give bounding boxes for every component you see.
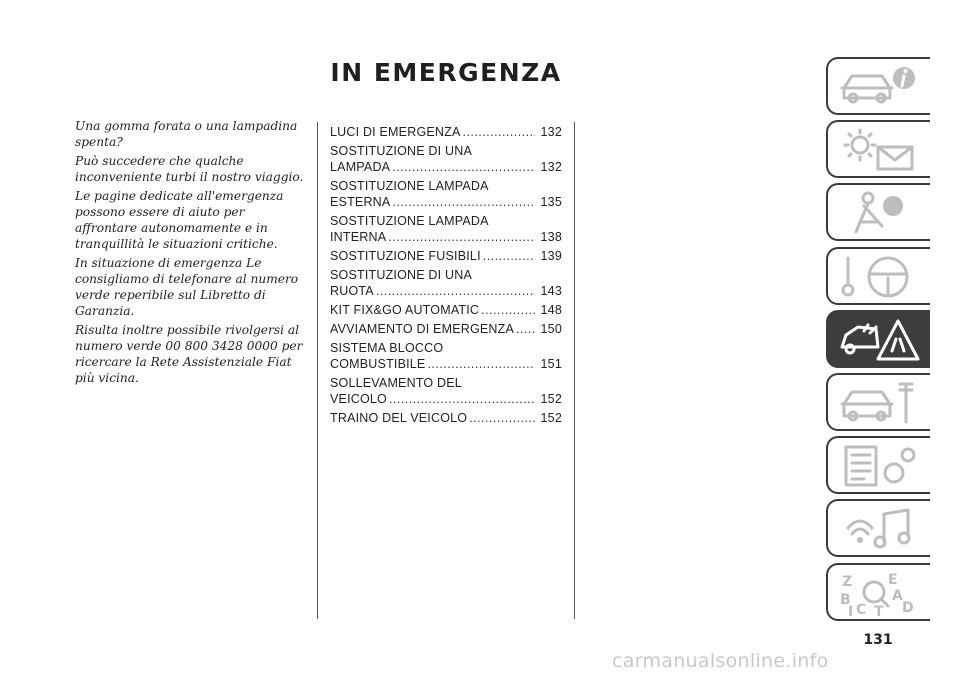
tab-technical-data[interactable]: [826, 436, 930, 494]
toc-page-number: 150: [540, 322, 562, 336]
page-number: 131: [863, 632, 893, 648]
intro-paragraph: In situazione di emergenza Le consigliamo di telefonare al numero verde reperibile sul Libretto di Garanzia.: [75, 256, 299, 318]
toc-entry-label: LUCI DI EMERGENZA: [330, 125, 461, 139]
index-letter: B: [840, 591, 851, 608]
toc-entry-label: COMBUSTIBILE: [330, 357, 426, 371]
toc-page-number: 132: [540, 160, 562, 174]
column-divider: [574, 122, 575, 619]
tab-car-info[interactable]: [826, 57, 930, 115]
toc-entry-label: ESTERNA: [330, 195, 391, 209]
table-of-contents: [330, 124, 562, 429]
index-letter: D: [902, 599, 914, 616]
toc-entry-label-line1: SOSTITUZIONE LAMPADA: [330, 179, 489, 193]
multimedia-icon: [838, 506, 922, 552]
index-icon: [838, 570, 922, 616]
toc-entry-label: VEICOLO: [330, 392, 387, 406]
toc-entry-label: LAMPADA: [330, 160, 391, 174]
toc-entry-label: AVVIAMENTO DI EMERGENZA: [330, 322, 515, 336]
toc-entry-label: SOSTITUZIONE FUSIBILI: [330, 249, 481, 263]
toc-entry[interactable]: [330, 178, 562, 210]
intro-text: [75, 118, 310, 389]
technical-data-icon: [838, 443, 922, 489]
toc-page-number: 148: [540, 303, 562, 317]
toc-entry[interactable]: [330, 267, 562, 299]
toc-entry-label-line1: SISTEMA BLOCCO: [330, 341, 444, 355]
index-letter: C: [856, 601, 867, 616]
toc-entry-label: INTERNA: [330, 230, 387, 244]
index-letter: Z: [842, 573, 853, 590]
tab-index[interactable]: [826, 563, 930, 621]
toc-entry-label: KIT FIX&GO AUTOMATIC: [330, 303, 480, 317]
toc-entry[interactable]: [330, 248, 562, 264]
tab-maintenance[interactable]: [826, 373, 930, 431]
column-divider: [317, 122, 318, 619]
index-letter: E: [888, 571, 898, 588]
car-maintenance-icon: [838, 380, 922, 426]
toc-entry-label-line1: SOSTITUZIONE LAMPADA: [330, 214, 489, 228]
airbag-safety-icon: [838, 190, 922, 236]
steering-key-icon: [838, 254, 922, 300]
emergency-triangle-icon: [838, 317, 922, 363]
toc-entry[interactable]: [330, 302, 562, 318]
toc-entry-label: RUOTA: [330, 284, 374, 298]
toc-entry-label-line1: SOSTITUZIONE DI UNA: [330, 268, 473, 282]
toc-page-number: 135: [540, 195, 562, 209]
page-title: IN EMERGENZA: [330, 58, 562, 87]
toc-entry-label-line1: SOSTITUZIONE DI UNA: [330, 144, 473, 158]
toc-entry[interactable]: [330, 213, 562, 245]
toc-page-number: 143: [540, 284, 562, 298]
warning-lights-icon: [838, 127, 922, 173]
car-info-icon: [838, 64, 922, 110]
intro-paragraph: Può succedere che qualche inconveniente turbi il nostro viaggio.: [75, 154, 304, 184]
toc-entry[interactable]: [330, 375, 562, 407]
intro-paragraph: Le pagine dedicate all'emergenza possono essere di aiuto per affrontare autonomamente e in tranquillità le situazioni critiche.: [75, 189, 284, 251]
index-letter: T: [874, 603, 884, 616]
toc-entry-label: TRAINO DEL VEICOLO: [330, 411, 468, 425]
intro-paragraph: Una gomma forata o una lampadina spenta?: [75, 119, 298, 149]
tab-multimedia[interactable]: [826, 499, 930, 557]
chapter-tabs: [826, 57, 930, 626]
toc-entry[interactable]: [330, 321, 562, 337]
tab-safety[interactable]: [826, 183, 930, 241]
toc-entry[interactable]: [330, 410, 562, 426]
toc-page-number: 152: [540, 392, 562, 406]
watermark: carmanualsonline.info: [612, 650, 829, 672]
toc-entry[interactable]: [330, 340, 562, 372]
toc-page-number: 138: [540, 230, 562, 244]
toc-page-number: 139: [540, 249, 562, 263]
toc-entry[interactable]: [330, 124, 562, 140]
toc-entry-label-line1: SOLLEVAMENTO DEL: [330, 376, 462, 390]
toc-page-number: 132: [540, 125, 562, 139]
index-letter: A: [892, 587, 903, 604]
tab-starting-driving[interactable]: [826, 247, 930, 305]
index-letter: I: [848, 603, 854, 616]
toc-page-number: 151: [540, 357, 562, 371]
tab-emergency[interactable]: [826, 310, 930, 368]
toc-page-number: 152: [540, 411, 562, 425]
tab-warning-lights[interactable]: [826, 120, 930, 178]
toc-entry[interactable]: [330, 143, 562, 175]
intro-paragraph: Risulta inoltre possibile rivolgersi al numero verde 00 800 3428 0000 per ricercare la Rete Assistenziale Fiat più vicina.: [75, 323, 303, 385]
